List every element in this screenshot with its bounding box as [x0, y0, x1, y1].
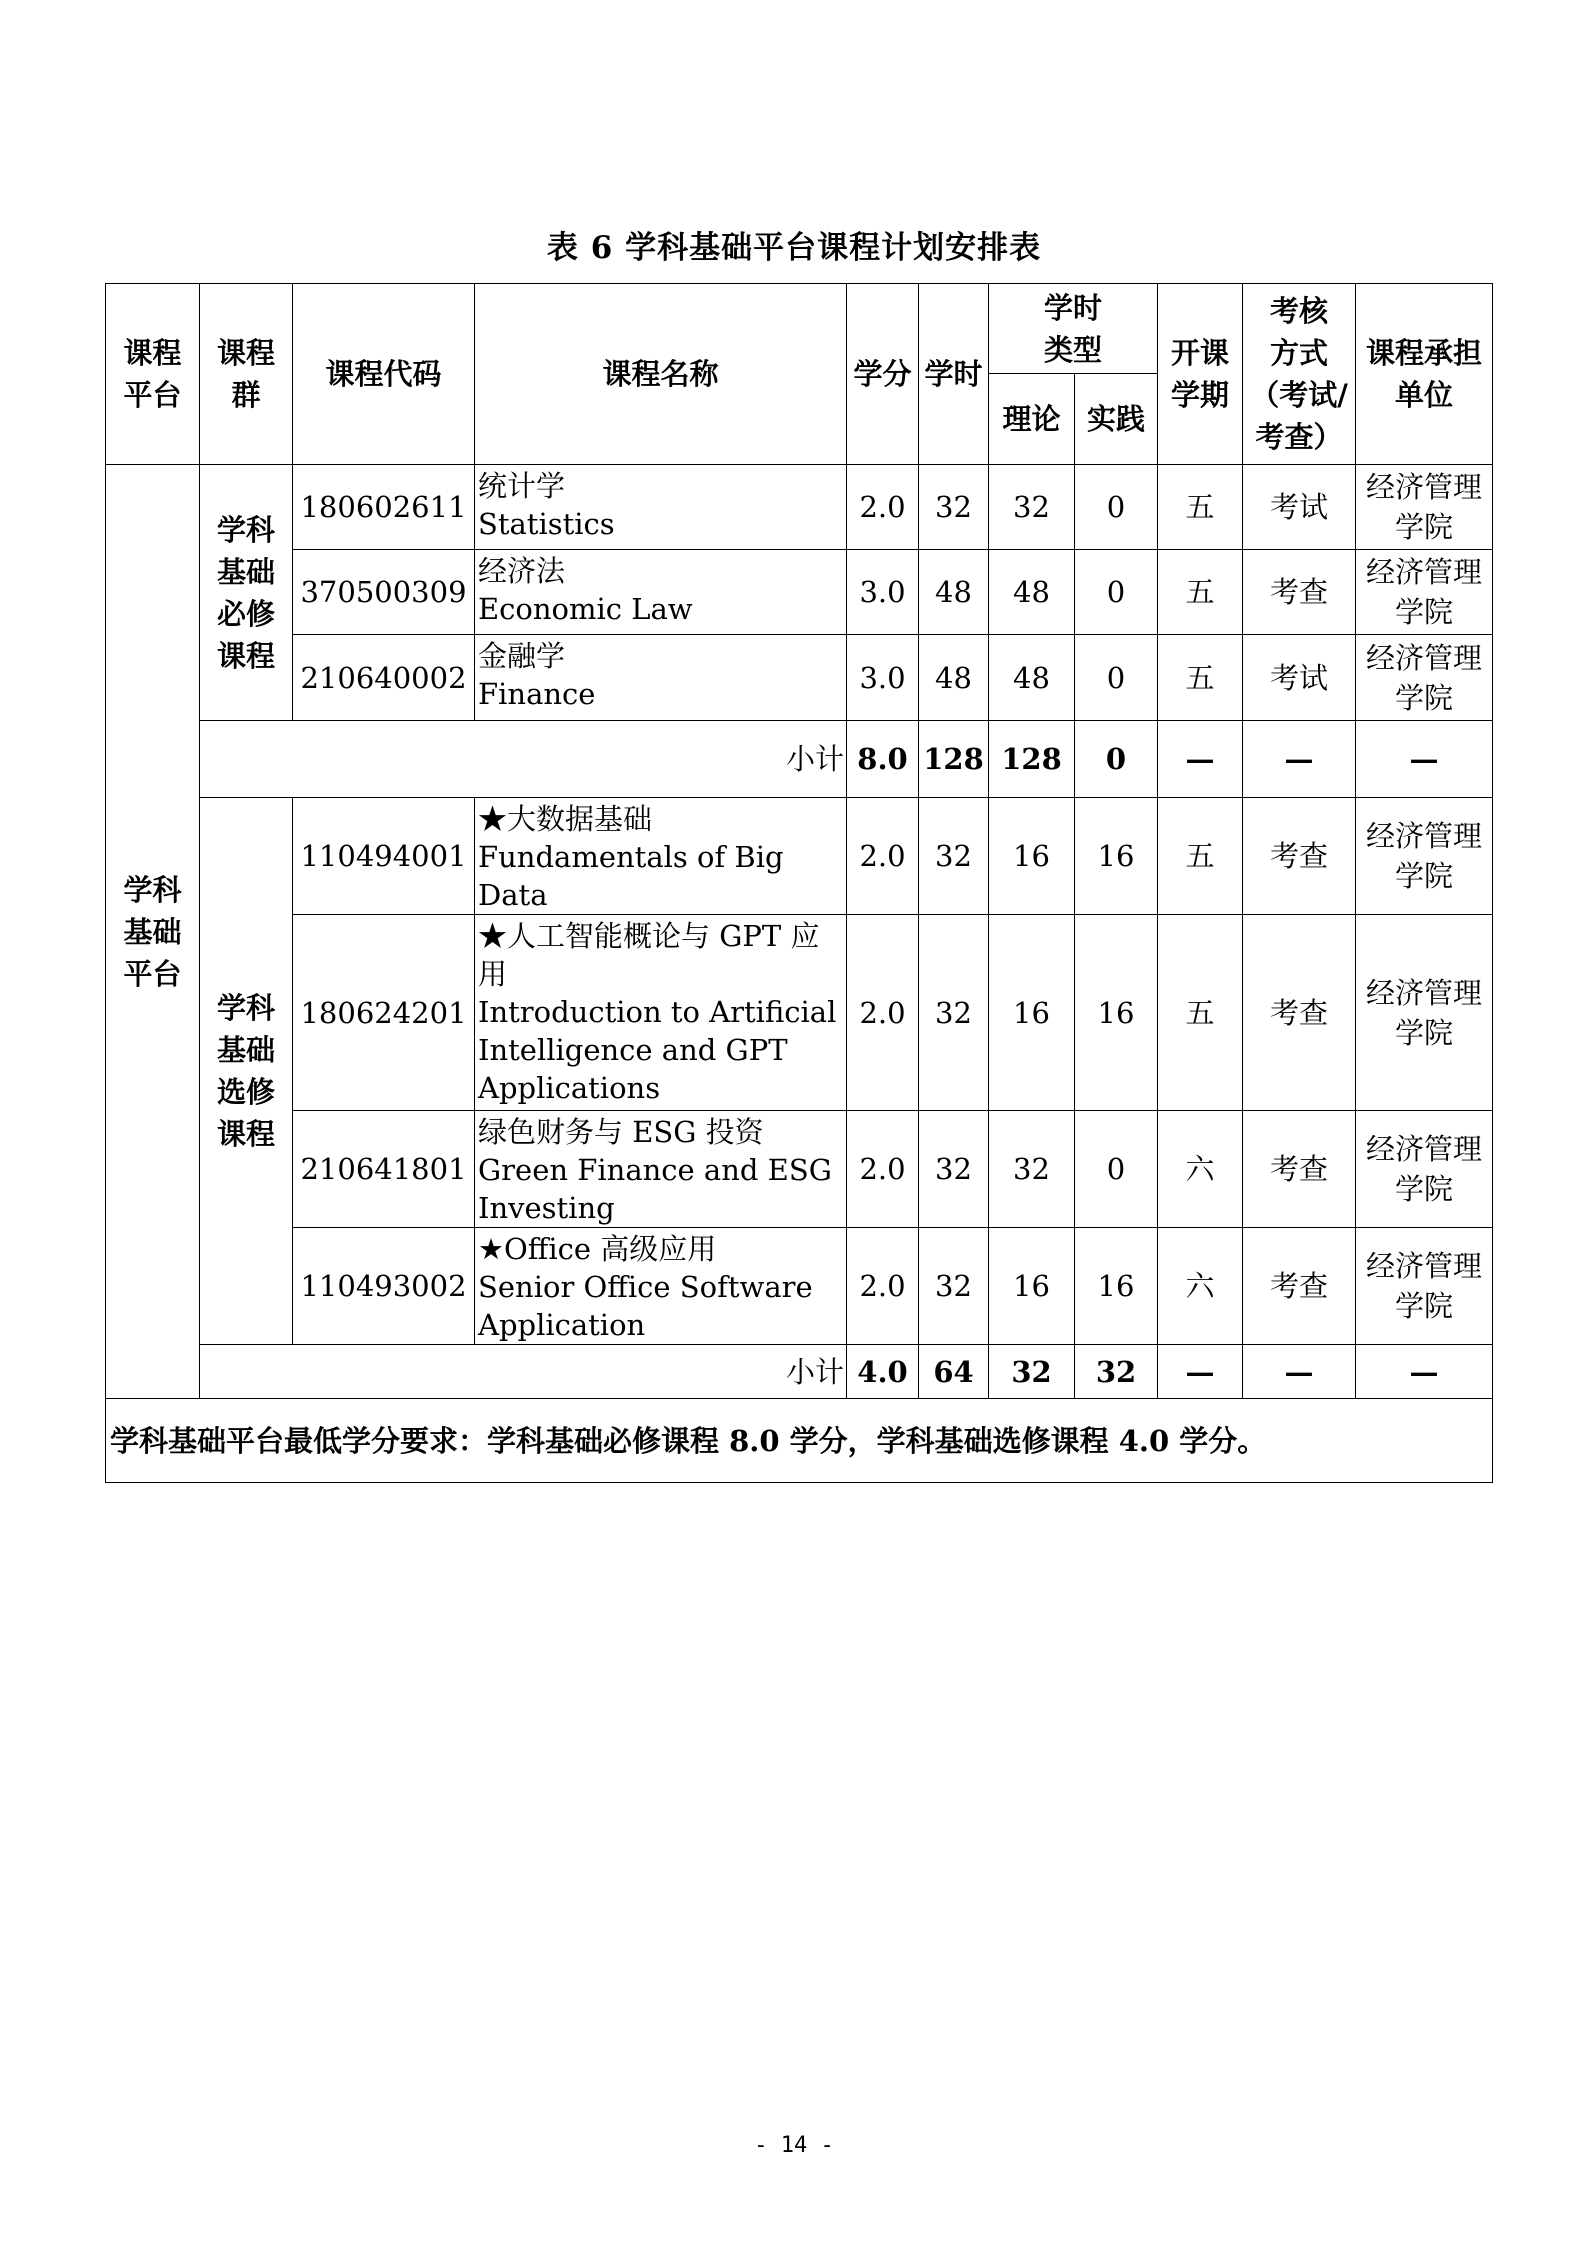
course-unit-line: 经济管理 — [1366, 1132, 1483, 1166]
requirement-note: 学科基础平台最低学分要求：学科基础必修课程 8.0 学分，学科基础选修课程 4.0 学分。 — [106, 1399, 1493, 1483]
course-hours: 32 — [919, 798, 989, 915]
course-code: 110494001 — [293, 798, 475, 915]
subtotal-unit: — — [1356, 1345, 1493, 1399]
course-code: 110493002 — [293, 1228, 475, 1345]
course-name-line: 统计学 — [478, 469, 566, 503]
course-practice: 16 — [1075, 798, 1158, 915]
group-label-elective-line: 基础 — [216, 1033, 275, 1067]
group-label-elective-line: 选修 — [216, 1075, 275, 1109]
course-unit — [1356, 465, 1493, 550]
course-assessment: 考查 — [1243, 1111, 1356, 1228]
course-hours: 48 — [919, 550, 989, 635]
course-theory: 16 — [989, 798, 1075, 915]
course-unit-line: 学院 — [1395, 859, 1454, 893]
subtotal-credit: 4.0 — [847, 1345, 919, 1399]
header-hour-type: 学时 类型 — [989, 284, 1158, 374]
subtotal-hours: 128 — [919, 721, 989, 798]
subtotal-practice: 32 — [1075, 1345, 1158, 1399]
course-name-line: Senior Office Software Application — [478, 1270, 813, 1342]
course-name — [475, 915, 847, 1111]
course-unit — [1356, 635, 1493, 721]
course-unit-line: 学院 — [1395, 1289, 1454, 1323]
course-name-line: Green Finance and ESG Investing — [478, 1153, 832, 1225]
course-unit-line: 学院 — [1395, 1172, 1454, 1206]
header-group: 课程 群 — [200, 284, 293, 465]
course-name-line: ★大数据基础 — [478, 802, 653, 836]
course-theory: 48 — [989, 635, 1075, 721]
subtotal-semester: — — [1158, 1345, 1243, 1399]
header-unit: 课程承担 单位 — [1356, 284, 1493, 465]
course-name-line: Introduction to Artificial Intelligence and GPT Applications — [478, 995, 837, 1105]
platform-label — [106, 465, 200, 1399]
course-practice: 0 — [1075, 550, 1158, 635]
header-semester: 开课 学期 — [1158, 284, 1243, 465]
course-name-line: 经济法 — [478, 554, 566, 588]
course-semester: 六 — [1158, 1111, 1243, 1228]
group-label-required — [200, 465, 293, 721]
course-semester: 五 — [1158, 635, 1243, 721]
course-practice: 16 — [1075, 1228, 1158, 1345]
subtotal-semester: — — [1158, 721, 1243, 798]
course-semester: 五 — [1158, 798, 1243, 915]
course-name-line: Statistics — [478, 507, 615, 541]
course-name — [475, 798, 847, 915]
table-row — [106, 550, 1493, 635]
course-hours: 48 — [919, 635, 989, 721]
page-number: - 14 - — [754, 2133, 834, 2158]
course-name — [475, 1228, 847, 1345]
course-name-line: ★Office 高级应用 — [478, 1232, 717, 1266]
group-label-elective — [200, 798, 293, 1345]
course-hours: 32 — [919, 465, 989, 550]
course-assessment: 考试 — [1243, 465, 1356, 550]
subtotal-credit: 8.0 — [847, 721, 919, 798]
course-unit-line: 学院 — [1395, 1015, 1454, 1050]
table-title: 表 6 学科基础平台课程计划安排表 — [546, 230, 1042, 266]
course-name — [475, 465, 847, 550]
course-unit-line: 经济管理 — [1366, 470, 1483, 504]
course-name-line: Economic Law — [478, 592, 693, 626]
subtotal-theory: 32 — [989, 1345, 1075, 1399]
course-credit: 3.0 — [847, 635, 919, 721]
table-row — [106, 1111, 1493, 1228]
course-semester: 五 — [1158, 915, 1243, 1111]
course-unit — [1356, 798, 1493, 915]
course-unit — [1356, 550, 1493, 635]
course-code: 370500309 — [293, 550, 475, 635]
course-unit-line: 经济管理 — [1366, 555, 1483, 589]
course-code: 180602611 — [293, 465, 475, 550]
course-name — [475, 635, 847, 721]
course-unit-line: 经济管理 — [1366, 975, 1483, 1010]
course-name-line: 绿色财务与 ESG 投资 — [478, 1115, 764, 1149]
course-theory: 32 — [989, 465, 1075, 550]
subtotal-row — [106, 721, 1493, 798]
course-name — [475, 1111, 847, 1228]
subtotal-row — [106, 1345, 1493, 1399]
course-theory: 32 — [989, 1111, 1075, 1228]
course-credit: 2.0 — [847, 915, 919, 1111]
course-unit-line: 经济管理 — [1366, 640, 1483, 675]
course-unit-line: 学院 — [1395, 510, 1454, 544]
course-assessment: 考查 — [1243, 1228, 1356, 1345]
course-credit: 2.0 — [847, 1111, 919, 1228]
table-row — [106, 915, 1493, 1111]
course-theory: 16 — [989, 1228, 1075, 1345]
course-semester: 六 — [1158, 1228, 1243, 1345]
course-credit: 2.0 — [847, 465, 919, 550]
subtotal-theory: 128 — [989, 721, 1075, 798]
course-assessment: 考试 — [1243, 635, 1356, 721]
course-name — [475, 550, 847, 635]
course-unit — [1356, 1111, 1493, 1228]
group-label-elective-line: 学科 — [216, 991, 275, 1025]
header-assessment: 考核 方式 （考试/ 考查） — [1243, 284, 1356, 465]
course-practice: 16 — [1075, 915, 1158, 1111]
group-label-elective-line: 课程 — [216, 1117, 275, 1151]
course-unit-line: 经济管理 — [1366, 1249, 1483, 1283]
group-label-required-line: 课程 — [216, 638, 275, 673]
course-plan-table — [105, 283, 1493, 1483]
platform-label-line: 平台 — [123, 956, 182, 991]
header-platform: 课程 平台 — [106, 284, 200, 465]
header-code: 课程代码 — [293, 284, 475, 465]
course-hours: 32 — [919, 915, 989, 1111]
header-name: 课程名称 — [475, 284, 847, 465]
course-assessment: 考查 — [1243, 798, 1356, 915]
course-credit: 3.0 — [847, 550, 919, 635]
course-unit — [1356, 915, 1493, 1111]
subtotal-unit: — — [1356, 721, 1493, 798]
course-semester: 五 — [1158, 550, 1243, 635]
group-label-required-line: 学科 — [216, 512, 275, 547]
course-unit-line: 学院 — [1395, 595, 1454, 629]
course-code: 210641801 — [293, 1111, 475, 1228]
course-credit: 2.0 — [847, 798, 919, 915]
table-row — [106, 635, 1493, 721]
course-practice: 0 — [1075, 1111, 1158, 1228]
subtotal-assessment: — — [1243, 721, 1356, 798]
subtotal-label: 小计 — [200, 721, 847, 798]
subtotal-hours: 64 — [919, 1345, 989, 1399]
course-unit-line: 学院 — [1395, 680, 1454, 715]
table-row — [106, 798, 1493, 915]
header-hours: 学时 — [919, 284, 989, 465]
subtotal-label: 小计 — [200, 1345, 847, 1399]
course-assessment: 考查 — [1243, 915, 1356, 1111]
subtotal-assessment: — — [1243, 1345, 1356, 1399]
course-theory: 16 — [989, 915, 1075, 1111]
platform-label-line: 学科 — [123, 872, 182, 907]
course-practice: 0 — [1075, 465, 1158, 550]
course-name-line: ★人工智能概论与 GPT 应用 — [478, 919, 820, 991]
header-row — [106, 284, 1493, 374]
course-code: 180624201 — [293, 915, 475, 1111]
table-row — [106, 1228, 1493, 1345]
header-theory: 理论 — [989, 374, 1075, 465]
course-semester: 五 — [1158, 465, 1243, 550]
course-unit-line: 经济管理 — [1366, 819, 1483, 853]
platform-label-line: 基础 — [123, 914, 182, 949]
subtotal-practice: 0 — [1075, 721, 1158, 798]
course-practice: 0 — [1075, 635, 1158, 721]
course-name-line: Finance — [478, 677, 596, 711]
course-name-line: Fundamentals of Big Data — [478, 840, 784, 912]
course-name-line: 金融学 — [478, 639, 566, 673]
requirement-note-row — [106, 1399, 1493, 1483]
group-label-required-line: 必修 — [216, 596, 275, 631]
course-credit: 2.0 — [847, 1228, 919, 1345]
course-code: 210640002 — [293, 635, 475, 721]
header-practice: 实践 — [1075, 374, 1158, 465]
course-unit — [1356, 1228, 1493, 1345]
course-hours: 32 — [919, 1111, 989, 1228]
course-theory: 48 — [989, 550, 1075, 635]
table-row — [106, 465, 1493, 550]
group-label-required-line: 基础 — [216, 554, 275, 589]
course-hours: 32 — [919, 1228, 989, 1345]
course-assessment: 考查 — [1243, 550, 1356, 635]
header-credit: 学分 — [847, 284, 919, 465]
